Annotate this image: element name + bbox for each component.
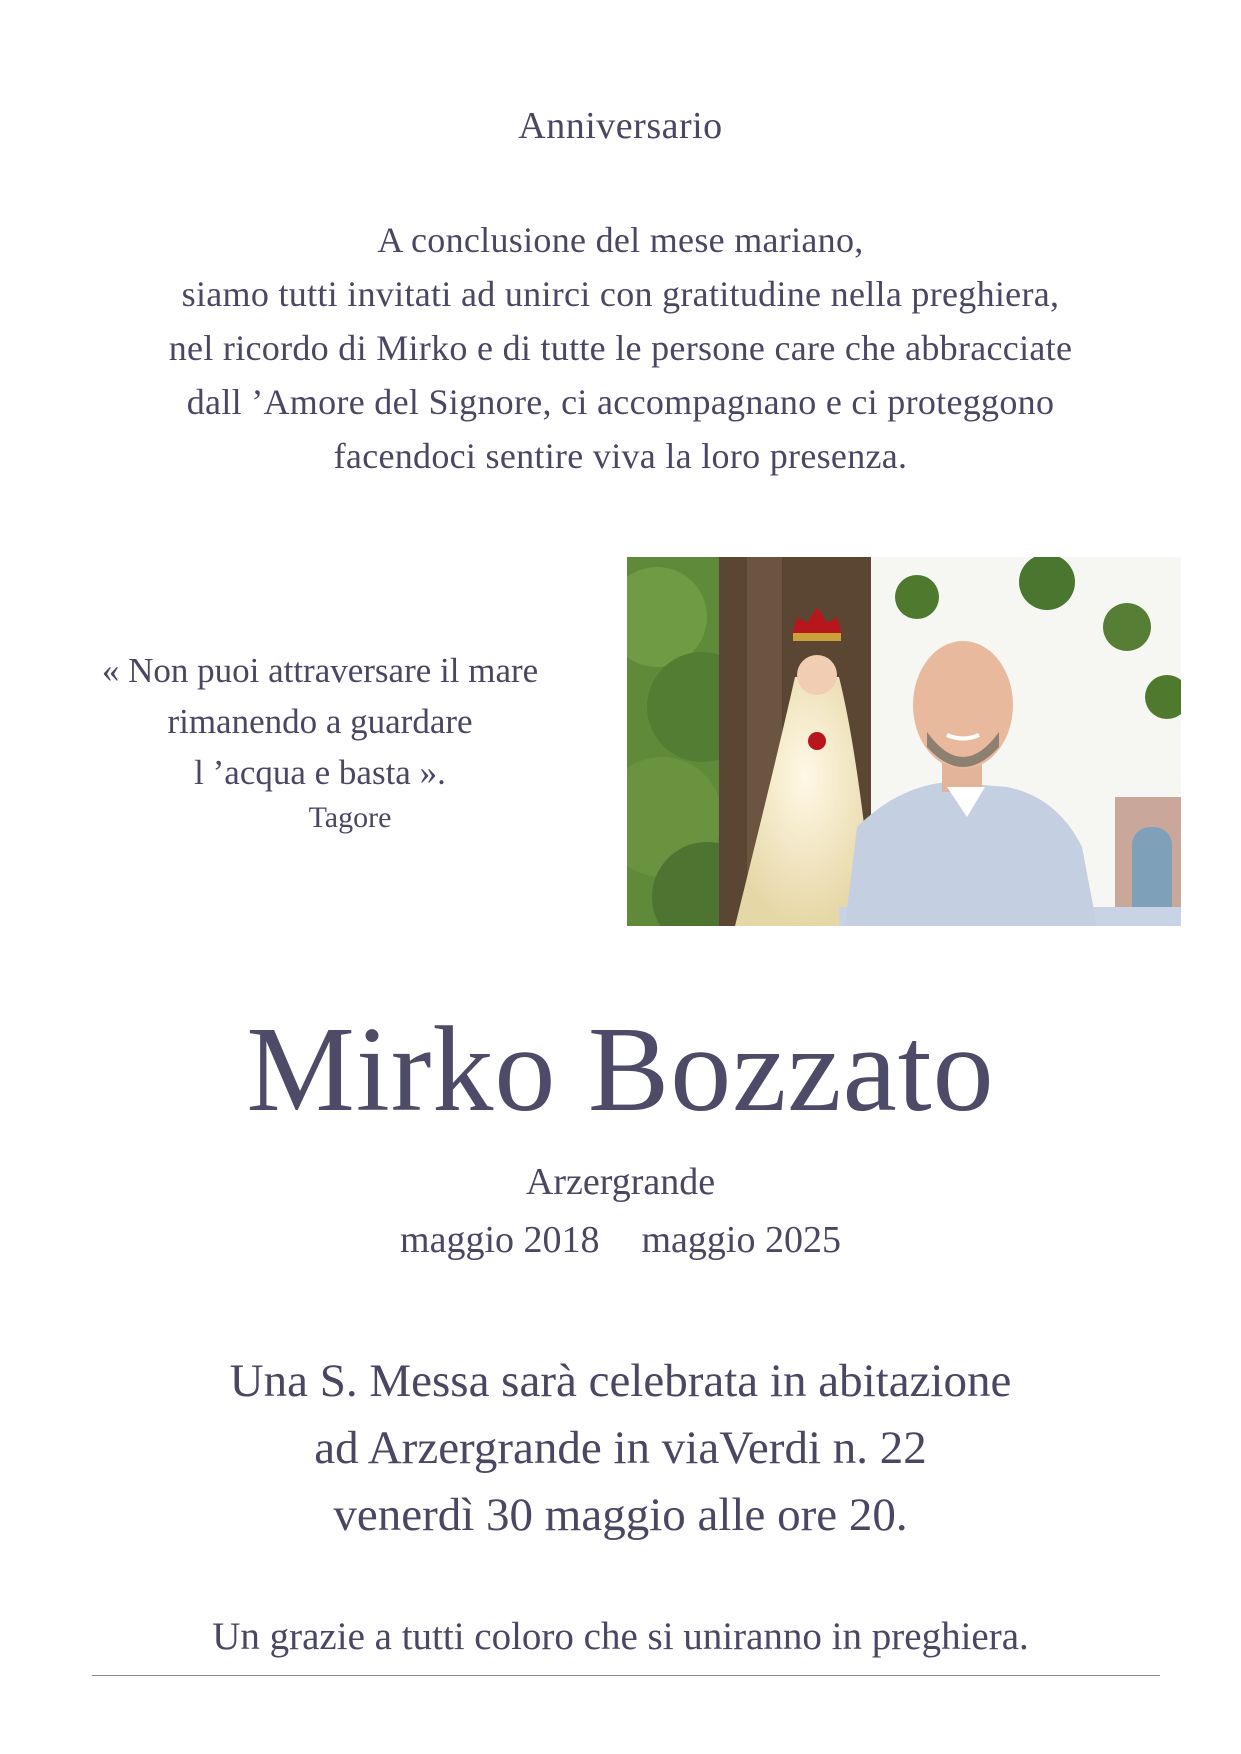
quote-line: l ’acqua e basta ». <box>194 753 446 792</box>
deceased-name: Mirko Bozzato <box>246 1002 995 1137</box>
intro-line: nel ricordo di Mirko e di tutte le persone care che abbracciate <box>168 328 1073 368</box>
date-to: maggio 2025 <box>641 1219 841 1261</box>
quote-line: rimanendo a guardare <box>167 702 473 741</box>
date-from: maggio 2018 <box>400 1219 600 1261</box>
mass-line: venerdì 30 maggio alle ore 20. <box>333 1489 908 1541</box>
bottom-divider <box>92 1675 1160 1676</box>
intro-text <box>0 213 1241 483</box>
intro-line: siamo tutti invitati ad unirci con gratitudine nella preghiera, <box>181 274 1060 314</box>
intro-line: dall ’Amore del Signore, ci accompagnano e ci proteggono <box>186 382 1055 422</box>
mass-line: Una S. Messa sarà celebrata in abitazione <box>229 1355 1012 1407</box>
place-name: Arzergrande <box>525 1161 716 1203</box>
memorial-photo <box>627 557 1181 926</box>
quote-line: « Non puoi attraversare il mare <box>101 651 539 690</box>
anniversary-dates <box>0 1218 1241 1262</box>
page-title: Anniversario <box>518 105 723 147</box>
quote-author: Tagore <box>308 801 392 834</box>
intro-line: facendoci sentire viva la loro presenza. <box>333 436 908 476</box>
thanks-text: Un grazie a tutti coloro che si uniranno in preghiera. <box>212 1615 1029 1658</box>
quote-block <box>40 645 600 838</box>
mass-announcement <box>0 1348 1241 1549</box>
mass-line: ad Arzergrande in viaVerdi n. 22 <box>314 1422 927 1474</box>
intro-line: A conclusione del mese mariano, <box>377 220 864 260</box>
